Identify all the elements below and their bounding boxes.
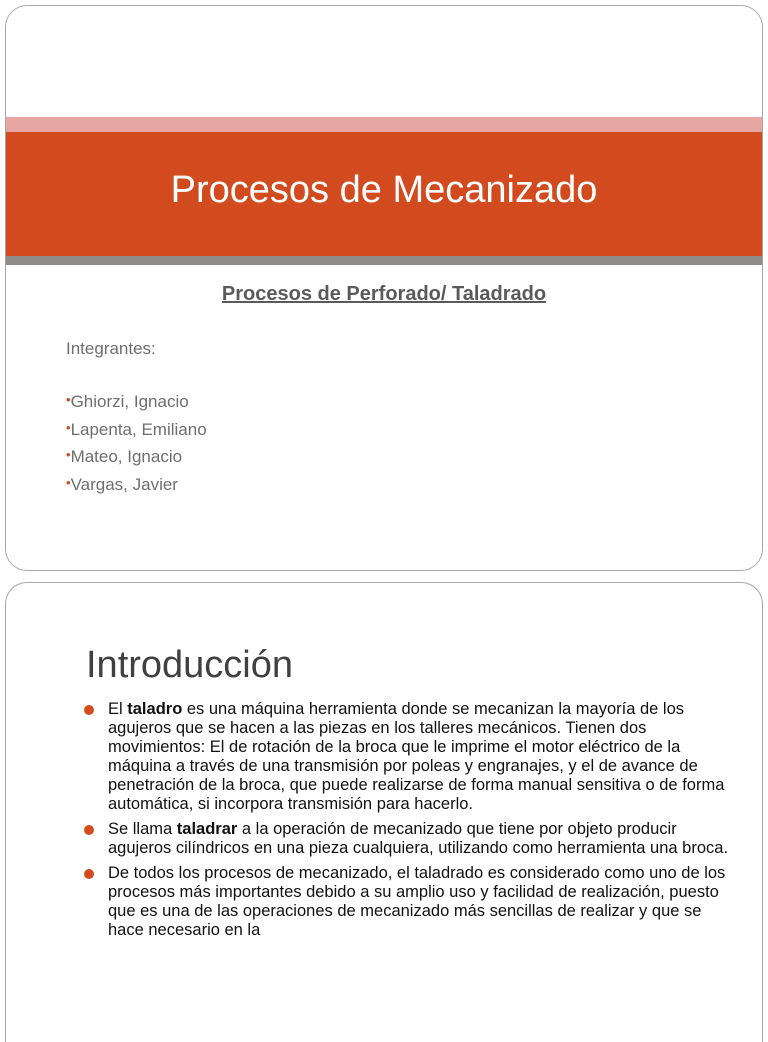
bullet-text-bold: taladro <box>127 700 183 718</box>
member-item <box>66 389 207 417</box>
bullet-dot-icon <box>84 825 94 835</box>
member-name: Mateo, Ignacio <box>70 447 183 466</box>
slide-title: Procesos de Mecanizado <box>170 169 598 211</box>
intro-bullet <box>84 700 734 814</box>
intro-bullet <box>84 864 734 940</box>
members-heading: Integrantes: <box>66 339 156 358</box>
bullet-text-pre: De todos los procesos de mecanizado, el taladrado es considerado como uno de los procesos más importantes debido a su amplio uso y facilidad de realización, puesto que es una de las operaciones de mecanizado más sencillas de realizar y que se hace necesario en la <box>108 864 726 939</box>
title-slide <box>5 5 763 571</box>
bullet-text-bold: taladrar <box>176 820 238 838</box>
intro-bullet <box>84 820 734 858</box>
intro-title: Introducción <box>86 644 294 686</box>
title-band-bottom-stripe <box>6 256 762 265</box>
member-name: Vargas, Javier <box>70 474 178 494</box>
bullet-dot-icon: • <box>66 419 71 435</box>
bullet-dot-icon: • <box>66 474 71 490</box>
members-list <box>66 389 207 499</box>
member-name: Ghiorzi, Ignacio <box>70 392 189 411</box>
bullet-dot-icon: • <box>66 392 71 407</box>
member-item <box>66 444 207 472</box>
bullet-text-pre: El <box>108 700 128 718</box>
intro-slide <box>5 582 763 1042</box>
bullet-dot-icon: • <box>66 447 71 462</box>
slide-subtitle: Procesos de Perforado/ Taladrado <box>221 283 547 305</box>
bullet-dot-icon <box>84 869 94 879</box>
bullet-text-post: a la operación de mecanizado que tiene por objeto producir agujeros cilíndricos en una pieza cualquiera, utilizando como herramienta una broca. <box>108 820 729 857</box>
title-band-top-stripe <box>6 117 762 132</box>
intro-bullet-list <box>84 700 734 946</box>
member-name: Lapenta, Emiliano <box>70 419 207 439</box>
bullet-text-post: es una máquina herramienta donde se mecanizan la mayoría de los agujeros que se hacen a las piezas en los talleres mecánicos. Tienen dos movimientos: El de rotación de la broca que le imprime el motor eléctrico de la máquina a través de una transmisión por poleas y engranajes, y el de avance de penetración de la broca, que puede realizarse de forma manual sensitiva o de forma automática, si incorpora transmisión para hacerlo. <box>108 700 725 813</box>
member-item <box>66 417 207 445</box>
member-item <box>66 472 207 500</box>
bullet-dot-icon <box>84 705 94 715</box>
bullet-text-pre: Se llama <box>108 820 177 838</box>
